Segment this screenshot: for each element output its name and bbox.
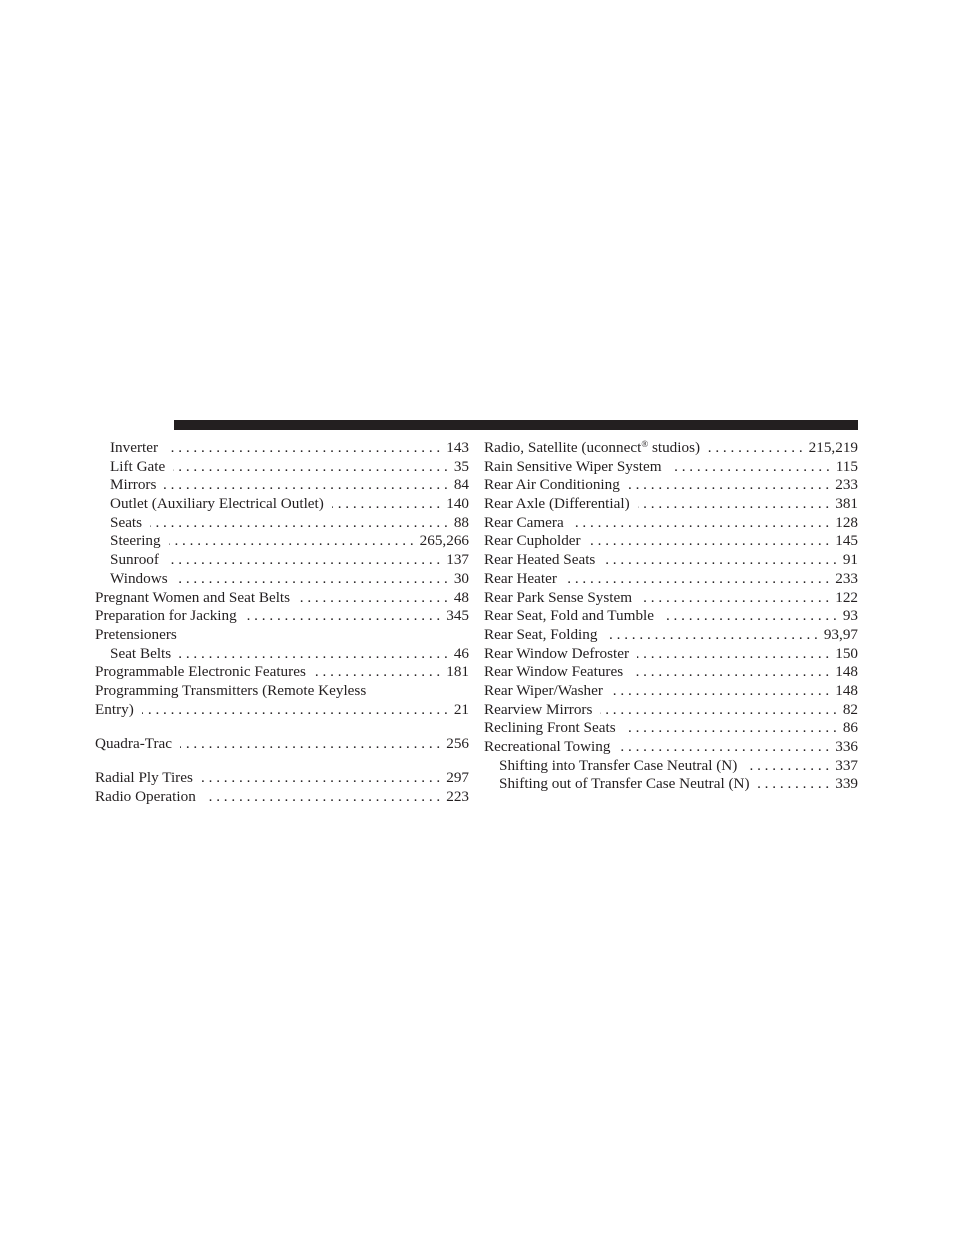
- page-number: 181: [446, 663, 469, 681]
- entry-label: Pretensioners: [95, 625, 177, 643]
- index-entry: [484, 458, 858, 477]
- dot-leader: [201, 769, 440, 788]
- index-subentry: [95, 551, 469, 570]
- page-number: 115: [835, 457, 858, 475]
- index-entry: [95, 589, 469, 608]
- page-number: 82: [842, 700, 858, 718]
- dot-leader: [565, 570, 829, 589]
- entry-label: Mirrors: [110, 476, 157, 494]
- entry-label: Inverter: [110, 439, 159, 456]
- index-entry: [484, 682, 858, 701]
- entry-label: Windows: [110, 569, 168, 587]
- entry-label: Sunroof: [110, 551, 159, 569]
- entry-label: Seats: [110, 513, 143, 531]
- index-entry: [484, 607, 858, 626]
- page-number: 345: [446, 607, 469, 625]
- page-number: 233: [835, 569, 858, 587]
- page-number: 137: [446, 551, 469, 569]
- entry-label: Radio Operation: [95, 788, 196, 806]
- page-number: 30: [453, 569, 469, 587]
- entry-label: Shifting into Transfer Case Neutral (N): [499, 756, 738, 774]
- dot-leader: [628, 476, 829, 495]
- dot-leader: [572, 514, 830, 533]
- entry-label: Rear Wiper/Washer: [484, 681, 603, 699]
- dot-leader: [180, 735, 440, 754]
- index-entry: [484, 645, 858, 664]
- page-number: 150: [835, 644, 858, 662]
- index-entry: [95, 769, 469, 788]
- dot-leader: [314, 663, 440, 682]
- page-number: 145: [835, 532, 858, 550]
- index-subentry: [95, 514, 469, 533]
- index-entry: [484, 532, 858, 551]
- entry-label: Recreational Towing: [484, 738, 611, 755]
- page-number: 148: [835, 663, 858, 681]
- entry-label: Programmable Electronic Features: [95, 663, 306, 681]
- page-number: 88: [453, 513, 469, 531]
- index-entry: [95, 735, 469, 754]
- entry-label: Pregnant Women and Seat Belts: [95, 588, 291, 606]
- page-number: 297: [446, 769, 469, 787]
- page-number: 35: [453, 457, 469, 475]
- entry-label: Lift Gate: [110, 457, 166, 475]
- dot-leader: [150, 514, 448, 533]
- index-entry: [95, 682, 469, 701]
- entry-label: Radio, Satellite (uconnect® studios): [484, 439, 701, 456]
- dot-leader: [298, 589, 448, 608]
- dot-leader: [173, 458, 448, 477]
- dot-leader: [176, 570, 448, 589]
- entry-label: Rear Park Sense System: [484, 588, 633, 606]
- index-entry: [484, 514, 858, 533]
- page-number: 148: [835, 681, 858, 699]
- header-rule: [174, 420, 858, 430]
- entry-label: Rear Window Features: [484, 663, 624, 681]
- index-subentry: [95, 439, 469, 458]
- dot-leader: [662, 607, 837, 626]
- dot-leader: [589, 532, 830, 551]
- page-number: 233: [835, 476, 858, 494]
- dot-leader: [142, 701, 448, 720]
- index-entry: [484, 439, 858, 458]
- page-number: 93,97: [823, 625, 858, 643]
- dot-leader: [758, 775, 830, 794]
- index-subentry: [484, 757, 858, 776]
- index-subentry: [95, 458, 469, 477]
- entry-label: Rear Camera: [484, 513, 564, 531]
- page-number: 21: [453, 700, 469, 718]
- page-number: 91: [842, 551, 858, 569]
- entry-label: Reclining Front Seats: [484, 719, 616, 737]
- index-subentry: [95, 570, 469, 589]
- dot-leader: [605, 626, 817, 645]
- page-number: 265,266: [419, 532, 469, 550]
- entry-label: Rear Cupholder: [484, 532, 581, 550]
- dot-leader: [167, 551, 440, 570]
- entry-label: Rear Heater: [484, 569, 557, 587]
- page-number: 215,219: [808, 439, 858, 456]
- page-number: 86: [842, 719, 858, 737]
- dot-leader: [169, 532, 414, 551]
- entry-label: Rain Sensitive Wiper System: [484, 457, 662, 475]
- index-entry: [484, 701, 858, 720]
- index-entry: [484, 589, 858, 608]
- dot-leader: [640, 589, 829, 608]
- index-entry: [484, 626, 858, 645]
- entry-label: Rear Air Conditioning: [484, 476, 620, 494]
- index-column-left: [95, 439, 469, 807]
- dot-leader: [245, 607, 441, 626]
- index-entry: [484, 495, 858, 514]
- page-number: 336: [835, 738, 858, 755]
- page-number: 256: [446, 735, 469, 752]
- page-number: 339: [835, 775, 858, 793]
- index-entry: [484, 663, 858, 682]
- index-subentry: [95, 532, 469, 551]
- entry-label: Entry): [95, 700, 134, 718]
- entry-label: Programming Transmitters (Remote Keyless: [95, 681, 367, 699]
- page-number: 48: [453, 588, 469, 606]
- page-number: 337: [835, 756, 858, 774]
- dot-leader: [637, 645, 829, 664]
- index-entry: [484, 738, 858, 757]
- dot-leader: [624, 719, 837, 738]
- entry-label: Rearview Mirrors: [484, 700, 593, 718]
- index-entry: [484, 719, 858, 738]
- entry-label: Rear Window Defroster: [484, 644, 630, 662]
- page-number: 128: [835, 513, 858, 531]
- dot-leader: [638, 495, 830, 514]
- dot-leader: [618, 738, 829, 757]
- index-entry: [95, 663, 469, 682]
- index-subentry: [95, 645, 469, 664]
- page-number: 140: [446, 495, 469, 513]
- index-subentry: [484, 775, 858, 794]
- entry-label: Quadra-Trac: [95, 735, 173, 752]
- page-number: 84: [453, 476, 469, 494]
- page-number: 143: [446, 439, 469, 456]
- section-gap: [95, 719, 469, 735]
- dot-leader: [611, 682, 829, 701]
- entry-label: Steering: [110, 532, 161, 550]
- index-entry: [95, 607, 469, 626]
- entry-label: Outlet (Auxiliary Electrical Outlet): [110, 495, 324, 513]
- dot-leader: [670, 458, 830, 477]
- index-entry: [95, 701, 469, 720]
- index-entry: [484, 570, 858, 589]
- dot-leader: [600, 701, 836, 720]
- dot-leader: [164, 476, 447, 495]
- dot-leader: [179, 645, 448, 664]
- entry-label: Seat Belts: [110, 644, 172, 662]
- registered-mark: ®: [641, 439, 649, 449]
- entry-label: Shifting out of Transfer Case Neutral (N): [499, 775, 750, 793]
- entry-label: Preparation for Jacking: [95, 607, 237, 625]
- entry-label: Rear Seat, Fold and Tumble: [484, 607, 655, 625]
- index-entry: [95, 626, 469, 645]
- dot-leader: [745, 757, 829, 776]
- dot-leader: [332, 495, 440, 514]
- page-number: 93: [842, 607, 858, 625]
- index-entry: [95, 788, 469, 807]
- entry-label: Rear Seat, Folding: [484, 625, 598, 643]
- index-entry: [484, 551, 858, 570]
- index-column-right: [484, 439, 858, 794]
- entry-label: Radial Ply Tires: [95, 769, 193, 787]
- entry-label: Rear Heated Seats: [484, 551, 596, 569]
- index-entry: [484, 476, 858, 495]
- dot-leader: [166, 439, 440, 458]
- dot-leader: [204, 788, 440, 807]
- dot-leader: [603, 551, 836, 570]
- page-number: 122: [835, 588, 858, 606]
- page-number: 46: [453, 644, 469, 662]
- dot-leader: [708, 439, 803, 458]
- entry-label: Rear Axle (Differential): [484, 495, 630, 513]
- section-gap: [95, 754, 469, 770]
- page-number: 223: [446, 788, 469, 806]
- page-number: 381: [835, 495, 858, 513]
- dot-leader: [631, 663, 829, 682]
- index-subentry: [95, 476, 469, 495]
- index-subentry: [95, 495, 469, 514]
